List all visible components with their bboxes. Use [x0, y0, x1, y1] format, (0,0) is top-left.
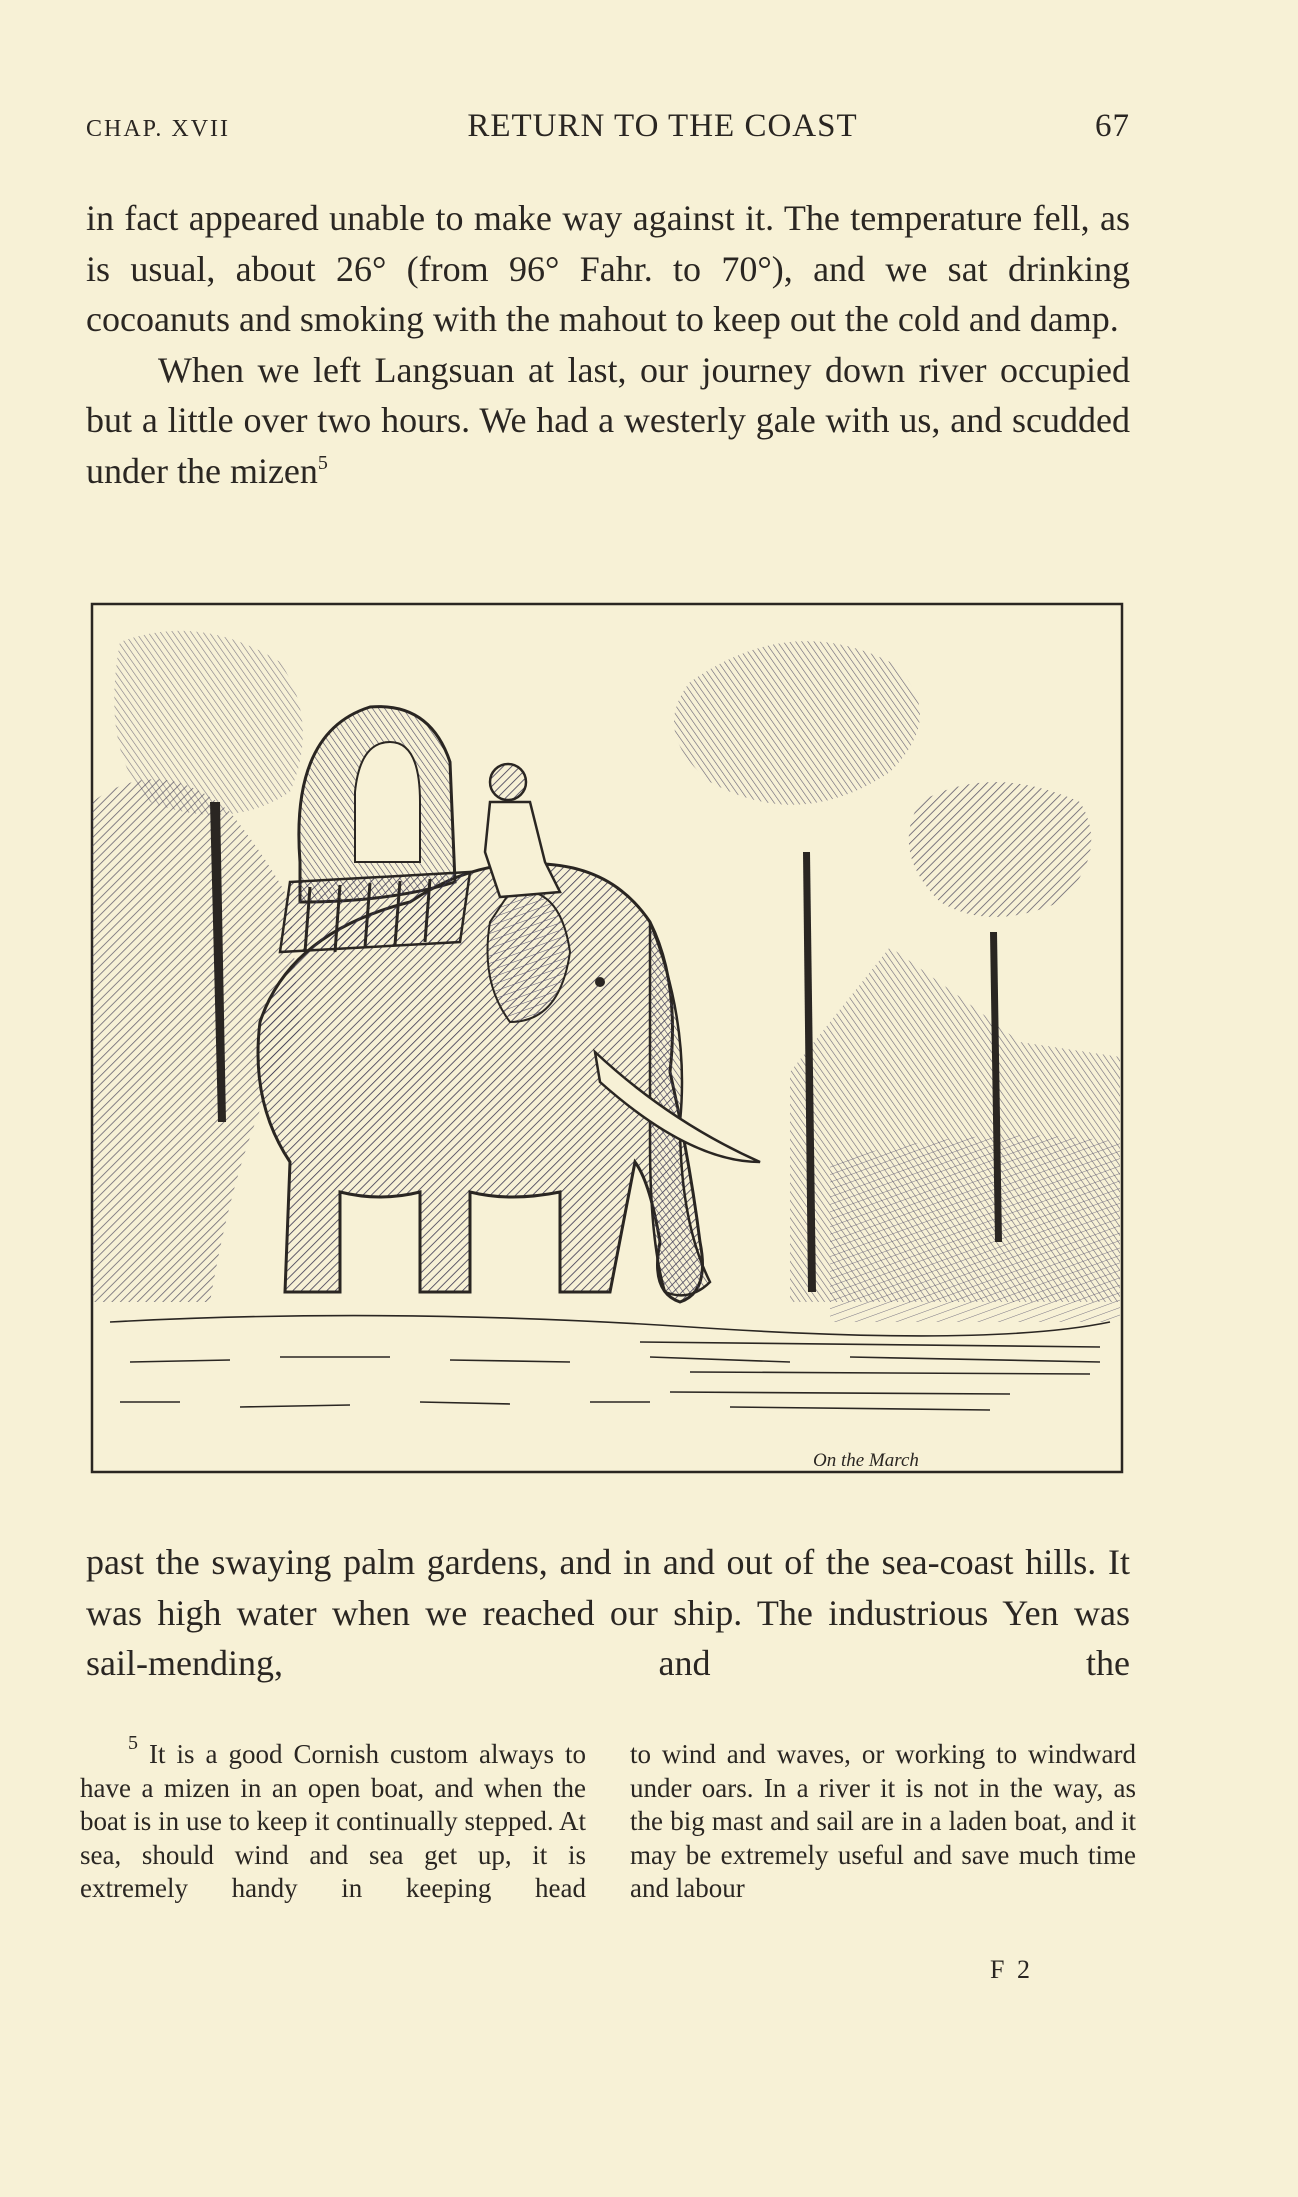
figure-caption [813, 1440, 933, 1476]
paragraph-3: past the swaying palm gardens, and in and out of the sea-coast hills. It was high water when we reached our ship. The industrious Yen was sail-mending, and the [86, 1542, 1130, 1683]
paragraph-1: in fact appeared unable to make way against it. The temperature fell, as is usual, about 26° (from 96° Fahr. to 70°), and we sat drinking cocoanuts and smoking with the mahout to keep out the cold and damp. [86, 198, 1130, 339]
signature-mark: F 2 [990, 1955, 1033, 1984]
footnote-reference: 5 [317, 451, 328, 474]
illustration-elephant [90, 602, 1124, 1474]
running-title: RETURN TO THE COAST [467, 108, 858, 144]
paragraph-2-text: When we left Langsuan at last, our journey down river occupied but a little over two hours. We had a westerly gale with us, and scudded under the mizen [86, 349, 1130, 491]
paragraph-2 [86, 345, 1130, 497]
footnote-col1-text: It is a good Cornish custom always to have a mizen in an open boat, and when the boat is in use to keep it continually stepped. At sea, should wind and sea get up, it is extremely handy in keeping head [80, 1739, 587, 1903]
footnote-column-1 [80, 1732, 587, 1906]
footnote-column-2 [630, 1738, 1136, 1906]
page-number: 67 [1095, 108, 1130, 144]
figure-caption-text: On the March [813, 1450, 919, 1471]
footnote-marker: 5 [128, 1732, 138, 1754]
footnote-block [80, 1732, 1136, 1906]
footnote-col2-text: to wind and waves, or working to windward under oars. In a river it is not in the way, as the big mast and sail are in a laden boat, and it may be extremely useful and save much time and labour [630, 1739, 1136, 1903]
engraving-image [90, 602, 1124, 1474]
top-text-block [86, 193, 1130, 496]
bottom-text-block [86, 1537, 1130, 1689]
running-header [86, 108, 1130, 145]
chapter-label: CHAP. XVII [86, 116, 231, 142]
